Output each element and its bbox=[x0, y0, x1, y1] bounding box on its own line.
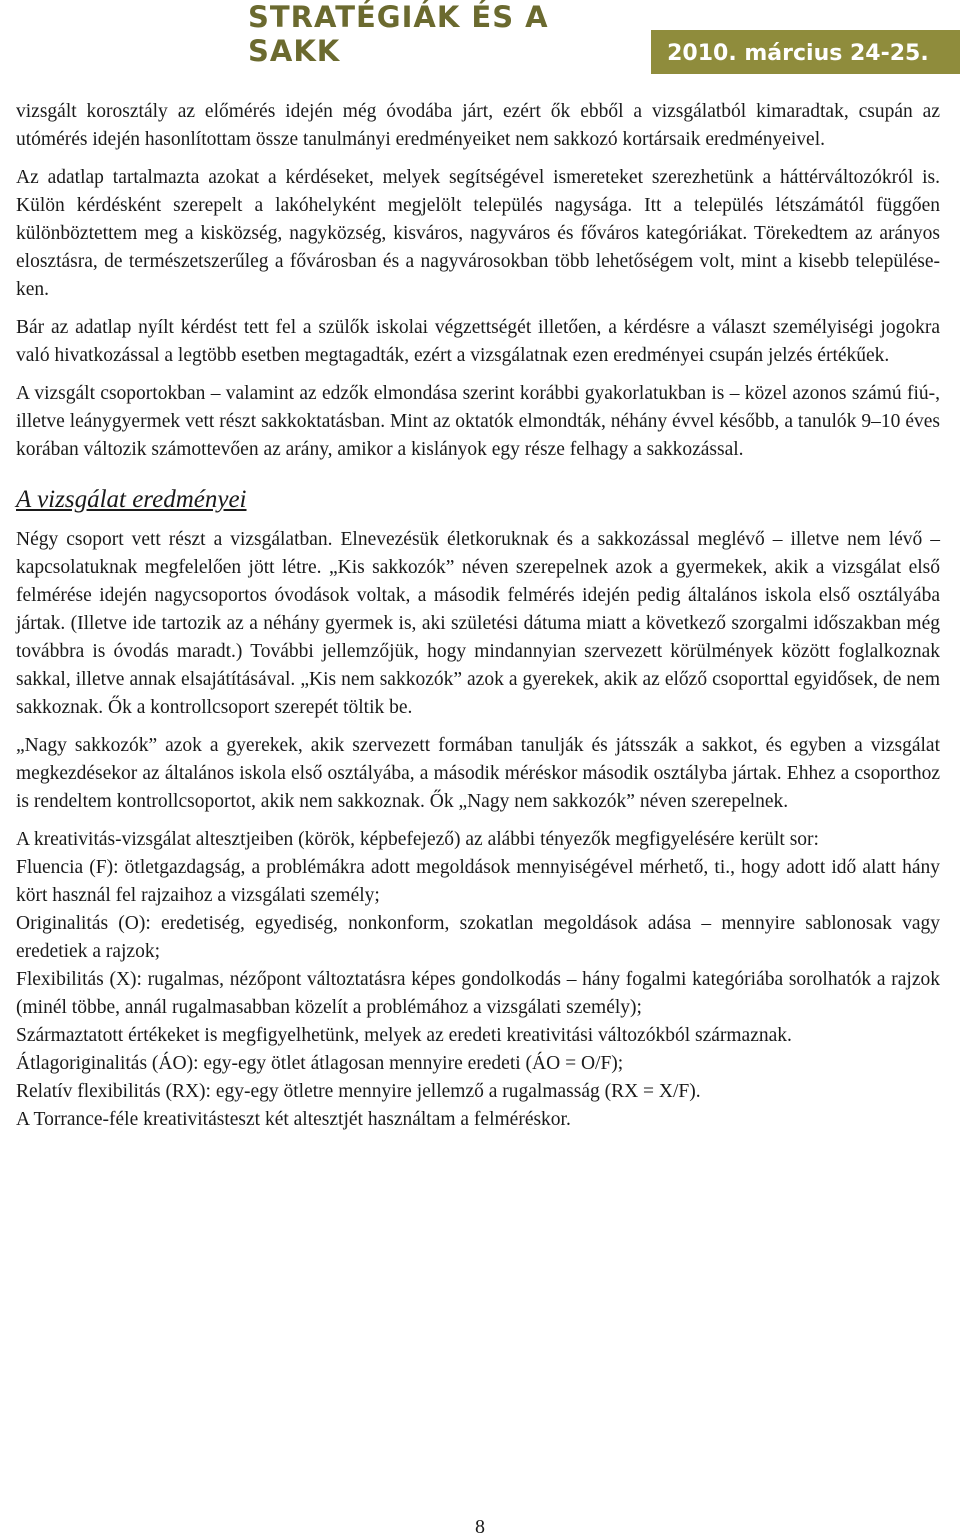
definition-flexibility: Flexibilitás (X): rugalmas, nézőpont változtatásra képes gondolkodás – hány fogalmi kategóriába sorolhatók a rajzok (minél többe, annál rugalmasabban közelít a problémához a vizsgálati személy); bbox=[16, 969, 940, 1018]
header-date: 2010. március 24-25. bbox=[651, 30, 960, 74]
page-header bbox=[240, 0, 960, 78]
paragraph: A Torrance-féle kreativitásteszt két altesztjét használtam a felméréskor. bbox=[16, 1109, 571, 1130]
paragraph: A vizsgált csoportokban – valamint az edzők elmondása szerint korábbi gyakorlatukban is – közel azonos számú fiú-, illetve leánygyermek vett részt sakkoktatásban. Mint az oktatók elmondták, néhány évvel később, a tanulók 9–10 éves korában változik számottevően az arány, amikor a kislányok egy része felhagy a sakkozással. bbox=[16, 383, 940, 460]
definition-relative-flexibility: Relatív flexibilitás (RX): egy-egy ötletre mennyire jellemző a rugalmasság (RX = X/F). bbox=[16, 1081, 701, 1102]
paragraph: vizsgált korosztály az előmérés idején még óvodába járt, ezért ők ebből a vizsgálatból kimaradtak, csupán az utómérés idején hasonlítottam össze tanulmányi eredményeiket nem sakkozó kortársaik eredményeivel. bbox=[16, 101, 940, 150]
definition-average-originality: Átlagoriginalitás (ÁO): egy-egy ötlet átlagosan mennyire eredeti (ÁO = O/F); bbox=[16, 1053, 624, 1074]
header-title: STRATÉGIÁK ÉS A SAKK bbox=[248, 0, 549, 68]
paragraph: „Nagy sakkozók” azok a gyerekek, akik szervezett formában tanulják és játsszák a sakkot, és egyben a vizsgálat megkezdésekor az általános iskola első osztályába, a második méréskor második osztályba jártak. Ehhez a csoporthoz is rendeltem kontrollcsoportot, akik nem sakkoznak. Ők „Nagy nem sakkozók” néven szerepelnek. bbox=[16, 735, 940, 812]
definition-fluency: Fluencia (F): ötletgazdagság, a problémákra adott megoldások mennyiségével mérhető, ti., hogy adott idő alatt hány kört használ fel rajzaihoz a vizsgálati személy; bbox=[16, 857, 940, 906]
paragraph: A kreativitás-vizsgálat altesztjeiben (körök, képbefejező) az alábbi tényezők megfigyelésére került sor: bbox=[16, 829, 819, 850]
document-body bbox=[16, 98, 940, 1134]
paragraph: Négy csoport vett részt a vizsgálatban. Elnevezésük életkoruknak és a sakkozással meglévő – illetve nem lévő – kapcsolatuknak megfelelően jött létre. „Kis sakkozók” néven szerepelnek azok a gyermekek, akik a vizsgálat első felmérése idején nagycsoportos óvodások voltak, a második felmérés idején pedig általános iskola első osztályába jártak. (Illetve ide tartozik az a néhány gyermek is, aki születési dátuma miatt a következő szorgalmi időszakban még továbbra is óvodás maradt.) További jellemzőjük, hogy mindannyian szervezett körülmények között foglalkoznak sakkal, illetve annak elsajátításával. „Kis nem sakkozók” azok a gyerekek, akik az előző csoporttal egyidősek, de nem sakkoznak. Ők a kontrollcsoport szerepét töltik be. bbox=[16, 529, 940, 718]
paragraph: Származtatott értékeket is megfigyelhetünk, melyek az eredeti kreativitási változókból származnak. bbox=[16, 1025, 792, 1046]
page-number: 8 bbox=[475, 1516, 485, 1538]
paragraph: Bár az adatlap nyílt kérdést tett fel a szülők iskolai végzettségét illetően, a kérdésre a választ személyiségi jogokra való hivatkozással a legtöbb esetben megtagadták, ezért a vizsgálatnak ezen eredményei csupán jelzés értékűek. bbox=[16, 317, 940, 366]
paragraph: Az adatlap tartalmazta azokat a kérdéseket, melyek segítségével ismereteket szerezhetünk a háttérváltozókról is. Külön kérdésként szerepelt a lakóhelyként megjelölt település nagysága. Itt a település létszámától függően különböztettem meg a kisközség, nagyközség, kisváros, nagyváros és főváros kategóriákat. Törekedtem az arányos elosztásra, de természetszerűleg a fővárosban és a nagyvárosokban több lehetőségem volt, mint a kisebb települése-ken. bbox=[16, 167, 940, 300]
definition-originality: Originalitás (O): eredetiség, egyediség, nonkonform, szokatlan megoldások adása – mennyire sablonosak vagy eredetiek a rajzok; bbox=[16, 913, 940, 962]
section-heading: A vizsgálat eredményei bbox=[16, 486, 247, 513]
